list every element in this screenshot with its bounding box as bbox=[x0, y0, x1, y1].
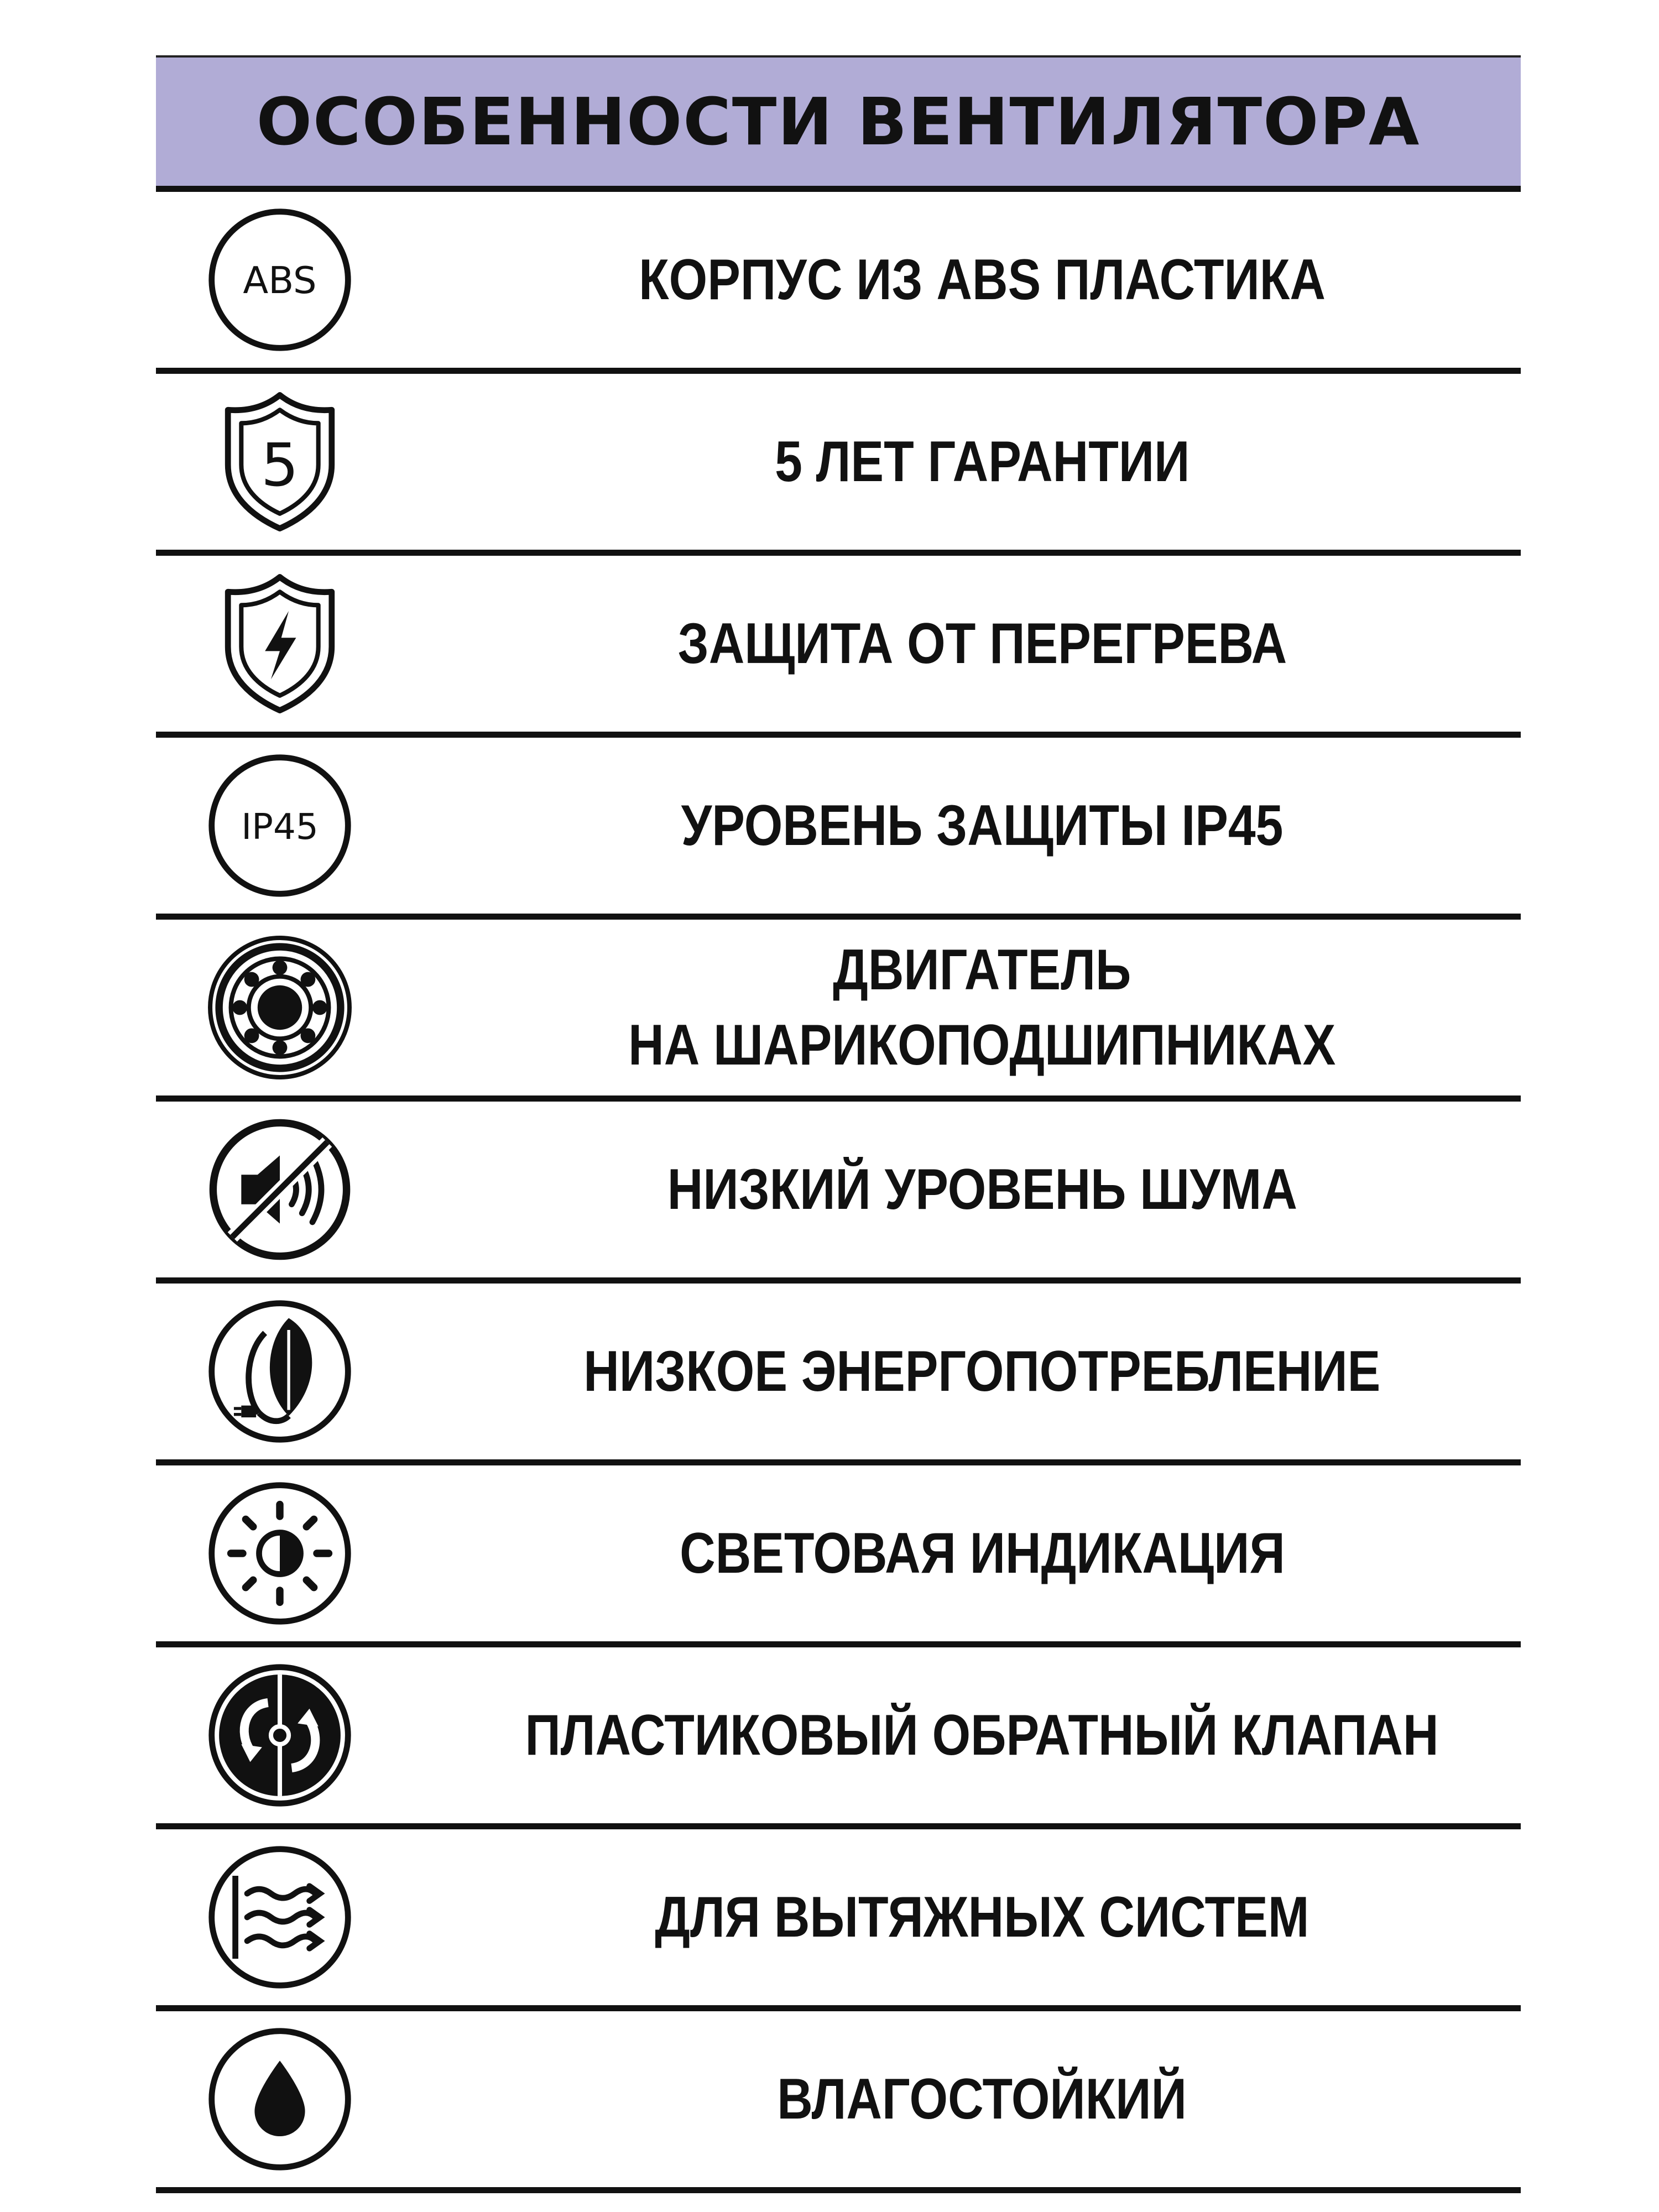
divider bbox=[156, 1641, 1521, 1647]
feature-label: ВЛАГОСТОЙКИЙ bbox=[777, 2067, 1187, 2131]
features-sheet bbox=[156, 55, 1521, 2193]
feature-label: СВЕТОВАЯ ИНДИКАЦИЯ bbox=[679, 1521, 1285, 1585]
feature-label: КОРПУС ИЗ ABS ПЛАСТИКА bbox=[639, 248, 1326, 312]
page-title: ОСОБЕННОСТИ ВЕНТИЛЯТОРА bbox=[256, 84, 1421, 160]
water-drop-icon bbox=[206, 2025, 354, 2173]
divider bbox=[156, 1823, 1521, 1829]
feature-row-warranty bbox=[156, 374, 1521, 550]
divider bbox=[156, 1459, 1521, 1465]
divider bbox=[156, 2005, 1521, 2011]
feature-row-low-energy bbox=[156, 1284, 1521, 1459]
divider bbox=[156, 1095, 1521, 1102]
feature-label-multiline bbox=[628, 932, 1335, 1083]
shield-lightning-icon bbox=[206, 570, 354, 718]
divider bbox=[156, 914, 1521, 920]
divider bbox=[156, 368, 1521, 374]
check-valve-icon bbox=[206, 1661, 354, 1809]
feature-row-abs-body bbox=[156, 192, 1521, 368]
feature-row-moisture bbox=[156, 2011, 1521, 2187]
feature-label: ПЛАСТИКОВЫЙ ОБРАТНЫЙ КЛАПАН bbox=[525, 1703, 1439, 1767]
exhaust-airflow-icon bbox=[206, 1843, 354, 1991]
feature-label: НИЗКИЙ УРОВЕНЬ ШУМА bbox=[667, 1157, 1297, 1222]
shield-icon-text: 5 bbox=[260, 430, 299, 500]
feature-row-ip45 bbox=[156, 738, 1521, 914]
feature-row-overheat bbox=[156, 556, 1521, 732]
divider bbox=[156, 1277, 1521, 1284]
shield-5-icon bbox=[206, 388, 354, 536]
feature-row-ball-bearing bbox=[156, 920, 1521, 1095]
feature-row-light-indication bbox=[156, 1465, 1521, 1641]
feature-label: 5 ЛЕТ ГАРАНТИИ bbox=[774, 430, 1190, 494]
features-header bbox=[156, 55, 1521, 186]
eco-leaf-plug-icon bbox=[206, 1297, 354, 1446]
divider bbox=[156, 550, 1521, 556]
feature-row-low-noise bbox=[156, 1102, 1521, 1277]
divider bbox=[156, 186, 1521, 192]
feature-label-line: НА ШАРИКОПОДШИПНИКАХ bbox=[628, 1013, 1336, 1077]
feature-label-line: ДВИГАТЕЛЬ bbox=[833, 938, 1131, 1002]
divider bbox=[156, 732, 1521, 738]
abs-circle-icon bbox=[206, 206, 354, 354]
ip45-circle-icon bbox=[206, 752, 354, 900]
divider bbox=[156, 2187, 1521, 2193]
muted-speaker-icon bbox=[206, 1115, 354, 1264]
light-indicator-icon bbox=[206, 1479, 354, 1627]
abs-icon-text: ABS bbox=[243, 259, 317, 302]
feature-label: ДЛЯ ВЫТЯЖНЫХ СИСТЕМ bbox=[655, 1885, 1310, 1949]
feature-row-exhaust bbox=[156, 1829, 1521, 2005]
ip45-icon-text: IP45 bbox=[241, 806, 319, 848]
feature-row-check-valve bbox=[156, 1647, 1521, 1823]
feature-label: НИЗКОЕ ЭНЕРГОПОТРЕБЛЕНИЕ bbox=[583, 1339, 1381, 1404]
feature-label: ЗАЩИТА ОТ ПЕРЕГРЕВА bbox=[677, 612, 1287, 676]
ball-bearing-icon bbox=[206, 933, 354, 1082]
feature-label: УРОВЕНЬ ЗАЩИТЫ IP45 bbox=[681, 794, 1284, 858]
